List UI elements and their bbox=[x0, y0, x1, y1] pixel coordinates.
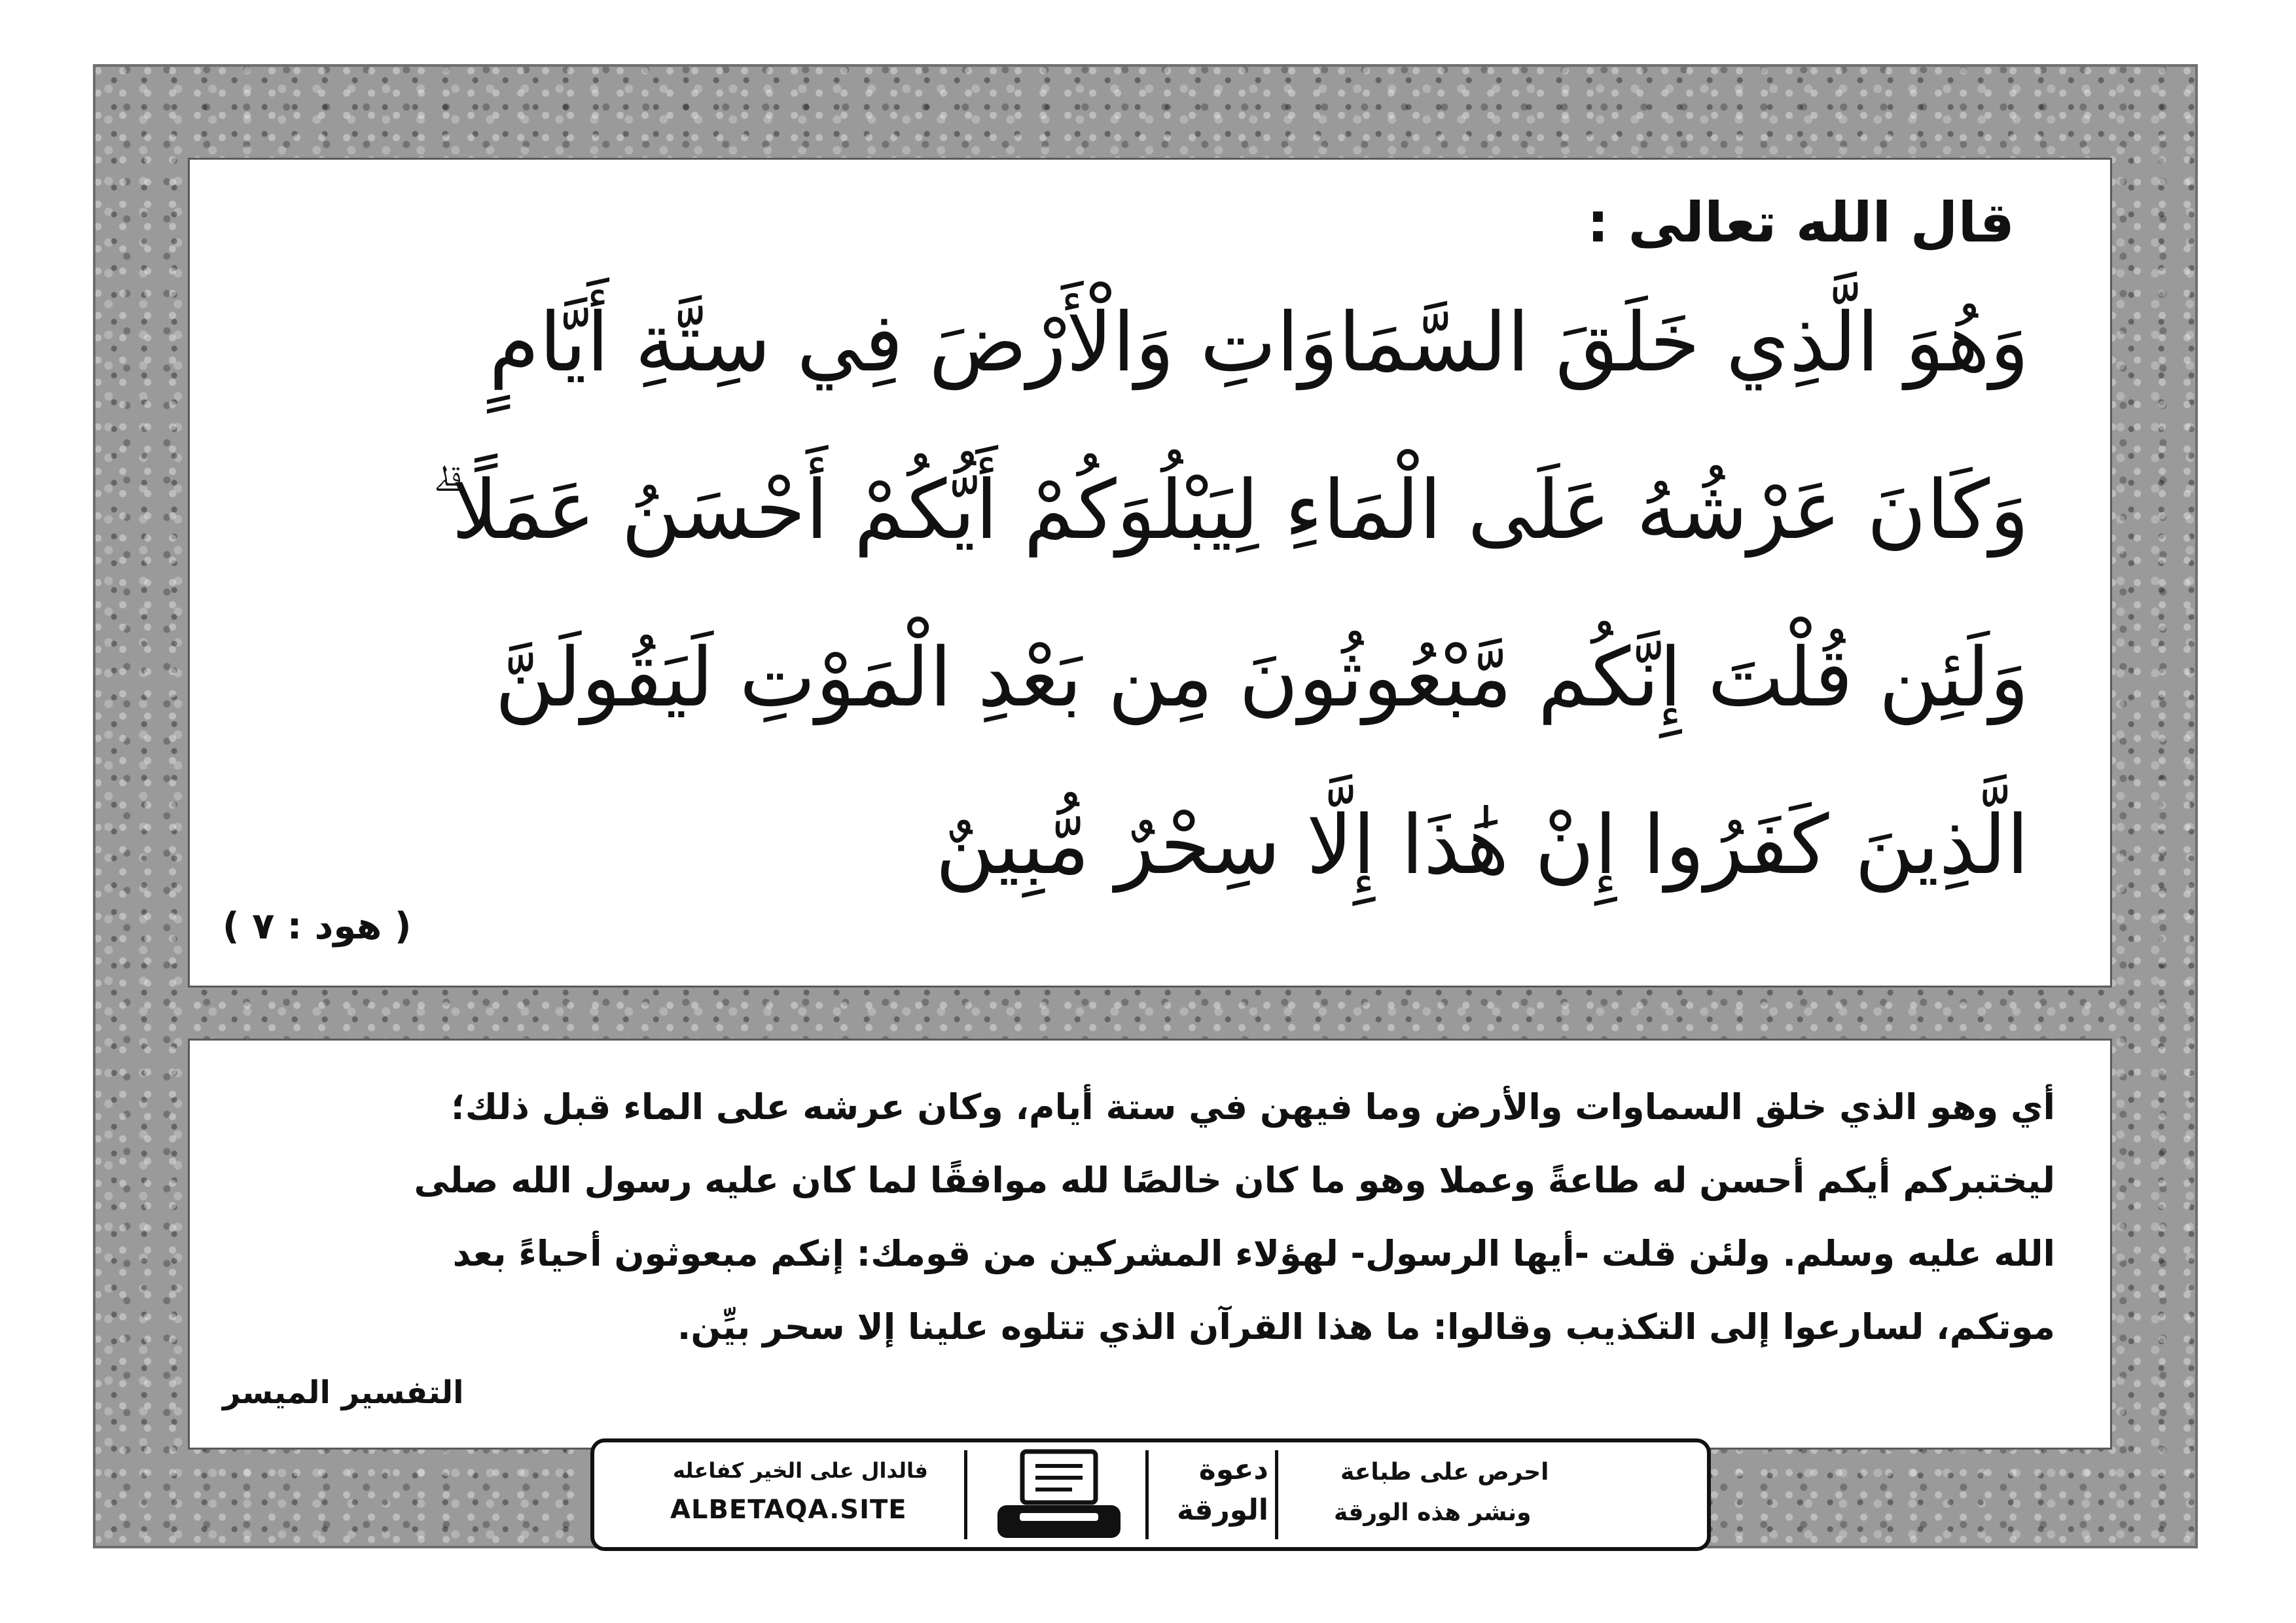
footer-tagline: فالدال على الخير كفاعله bbox=[673, 1458, 928, 1483]
footer-divider-right bbox=[1275, 1450, 1278, 1539]
verse-line-1: وَهُوَ الَّذِي خَلَقَ السَّمَاوَاتِ وَالْأَرْضَ فِي سِتَّةِ أَيَّامٍ bbox=[489, 296, 2029, 390]
dawah-logo bbox=[1157, 1452, 1268, 1538]
footer-right-line-2: ونشر هذه الورقة bbox=[1334, 1499, 1532, 1526]
footer-banner bbox=[590, 1438, 1711, 1551]
heading: قال الله تعالى : bbox=[1587, 190, 2015, 255]
logo-word-2: الورقة bbox=[1176, 1493, 1268, 1527]
verse-line-2: وَكَانَ عَرْشُهُ عَلَى الْمَاءِ لِيَبْلُوَكُمْ أَيُّكُمْ أَحْسَنُ عَمَلًا ۗ bbox=[431, 463, 2029, 558]
tafsir-line-4: موتكم، لسارعوا إلى التكذيب وقالوا: ما هذا القرآن الذي تتلوه علينا إلا سحر بيِّن. bbox=[677, 1306, 2055, 1347]
tafsir-line-3: الله عليه وسلم. ولئن قلت -أيها الرسول- لهؤلاء المشركين من قومك: إنكم مبعوثون أحياءً بعد bbox=[452, 1233, 2055, 1274]
footer-divider-left bbox=[964, 1450, 967, 1539]
tafsir-source: التفسير الميسر bbox=[223, 1374, 464, 1411]
footer-right-line-1: احرص على طباعة bbox=[1340, 1459, 1549, 1486]
footer-divider-mid bbox=[1145, 1450, 1149, 1539]
footer-site[interactable]: ALBETAQA.SITE bbox=[670, 1495, 907, 1525]
verse-line-4: الَّذِينَ كَفَرُوا إِنْ هَٰذَا إِلَّا سِحْرٌ مُّبِينٌ bbox=[935, 798, 2029, 893]
tafsir-line-1: أي وهو الذي خلق السماوات والأرض وما فيهن في ستة أيام، وكان عرشه على الماء قبل ذلك؛ bbox=[451, 1086, 2055, 1128]
printer-icon bbox=[994, 1448, 1124, 1541]
logo-word-1: دعوة bbox=[1198, 1453, 1268, 1486]
tafsir-line-2: ليختبركم أيكم أحسن له طاعةً وعملا وهو ما كان خالصًا لله موافقًا لما كان عليه رسول الله صلى bbox=[414, 1160, 2055, 1201]
verse-line-3: وَلَئِن قُلْتَ إِنَّكُم مَّبْعُوثُونَ مِن بَعْدِ الْمَوْتِ لَيَقُولَنَّ bbox=[495, 631, 2029, 725]
surah-reference: ( هود : ٧ ) bbox=[223, 905, 412, 948]
